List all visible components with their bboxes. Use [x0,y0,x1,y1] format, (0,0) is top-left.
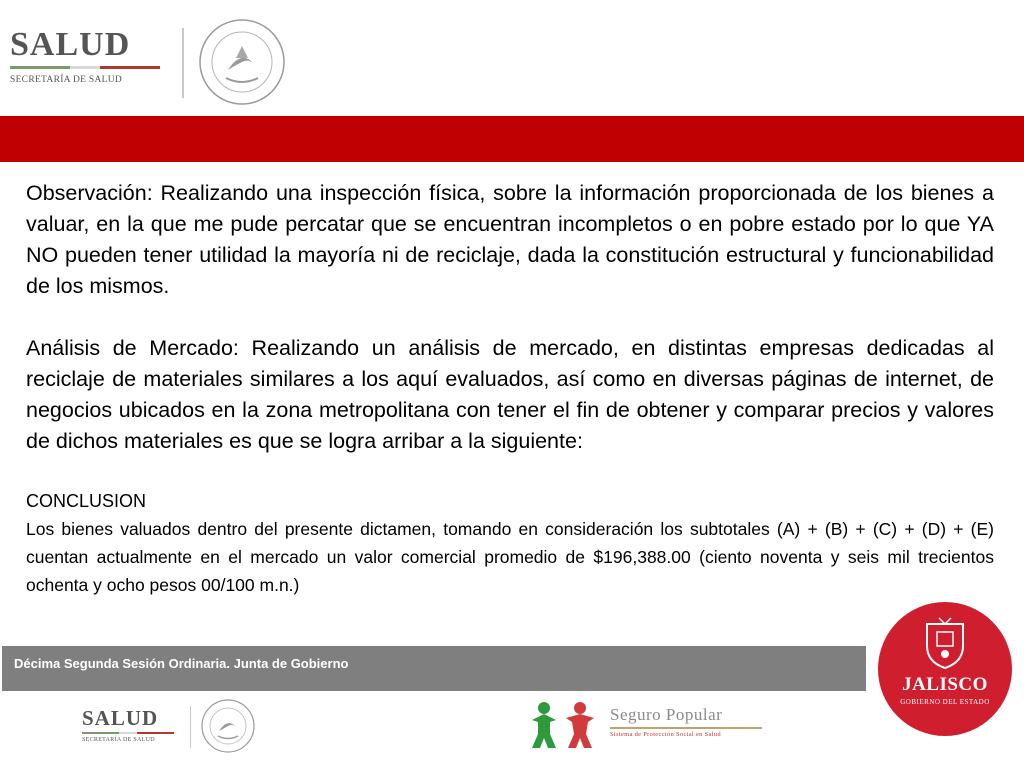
salud-logo [10,28,160,85]
conclusion-title: CONCLUSION [26,491,147,511]
header-divider [182,28,184,98]
mexico-seal-icon [198,18,286,106]
footer-mexico-seal-icon [200,698,256,754]
jalisco-logo [878,602,1012,736]
red-band [0,116,1024,162]
salud-logo-subtitle: SECRETARÍA DE SALUD [10,75,123,85]
conclusion-text: Los bienes valuados dentro del presente dictamen, tomando en consideración los subtotales (A) + (B) + (C) + (D) + (E) cuentan actualmente en el mercado un valor comercial promedio de $196,388.00 (ciento noventa y seis mil trecientos ochenta y ocho pesos 00/100 m.n.) [26,519,994,595]
jalisco-name: JALISCO [902,674,988,695]
seguro-popular-title: Seguro Popular [610,705,723,724]
jalisco-crest-icon [923,616,967,670]
session-label: Décima Segunda Sesión Ordinaria. Junta de Gobierno [14,656,349,671]
main-content [26,178,994,599]
seguro-popular-figures-icon [526,700,606,752]
footer-salud-rule [82,732,174,734]
footer-salud-logo [82,708,174,743]
footer-divider [190,706,191,748]
salud-logo-rule [10,66,160,69]
market-analysis-paragraph: Análisis de Mercado: Realizando un análisis de mercado, en distintas empresas dedicadas al reciclaje de materiales similares a los aquí evaluados, así como en diversas páginas de internet, de negocios ubicados en la zona metropolitana con tener el fin de obtener y comparar precios y valores de dichos materiales es que se logra arribar a la siguiente: [26,336,994,453]
seguro-popular-rule [610,727,762,729]
footer-salud-title: SALUD [82,706,159,730]
footer-salud-subtitle: SECRETARÍA DE SALUD [82,737,155,743]
observation-paragraph: Observación: Realizando una inspección física, sobre la información proporcionada de los bienes a valuar, en la que me pude percatar que se encuentran incompletos o en pobre estado por lo que YA NO pueden tener utilidad la mayoría ni de reciclaje, dada la constitución estructural y funcionabilidad de los mismos. [26,181,994,298]
seguro-popular-subtitle: Sistema de Protección Social en Salud [610,731,721,738]
session-footer-bar [2,646,866,691]
jalisco-subtitle: GOBIERNO DEL ESTADO [900,698,990,706]
salud-logo-title: SALUD [10,26,131,63]
